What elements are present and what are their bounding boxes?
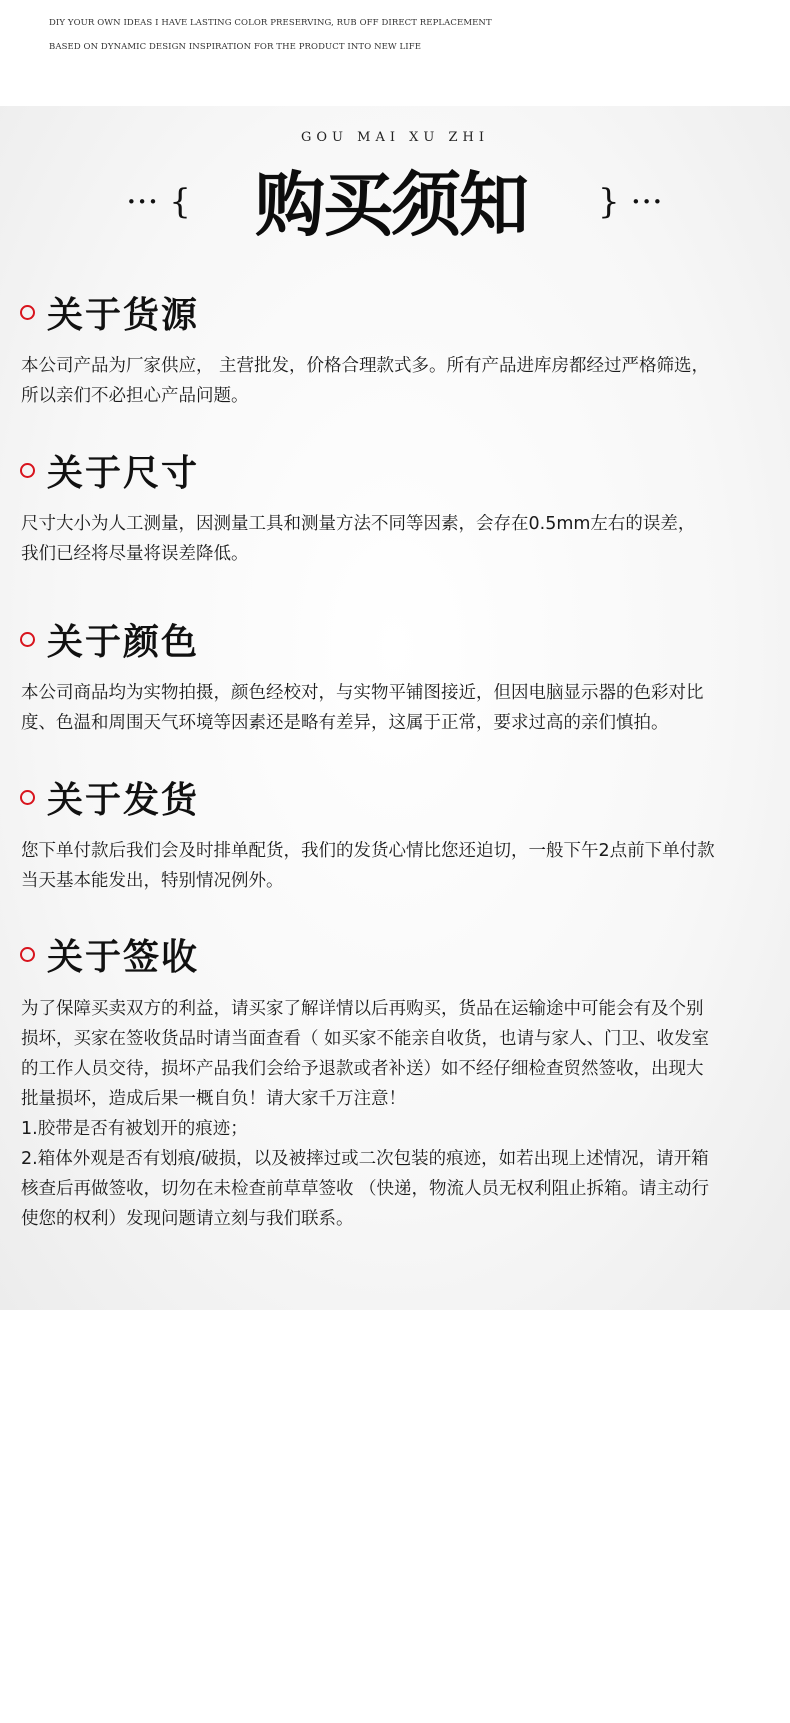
section-heading-receipt — [20, 931, 199, 977]
text-line: 尺寸大小为人工测量，因测量工具和测量方法不同等因素，会存在0.5mm左右的误差， — [21, 514, 696, 534]
title-row — [0, 160, 790, 250]
circle-bullet-icon — [20, 463, 35, 478]
text-line: 度、色温和周围天气环境等因素还是略有差异，这属于正常，要求过高的亲们慎拍。 — [21, 713, 669, 733]
circle-bullet-icon — [20, 632, 35, 647]
text-line: 损坏，买家在签收货品时请当面查看（ 如买家不能亲自收货，也请与家人、门卫、收发室 — [21, 1029, 710, 1049]
ornament-left: ··· { — [126, 182, 191, 222]
text-line: 批量损坏，造成后果一概自负！请大家千万注意！ — [21, 1089, 406, 1109]
section-heading-source — [20, 289, 199, 335]
top-banner — [0, 0, 790, 106]
circle-bullet-icon — [20, 305, 35, 320]
text-line: 我们已经将尽量将误差降低。 — [21, 544, 249, 564]
section-title: 关于发货 — [47, 778, 200, 821]
text-line: 核查后再做签收，切勿在未检查前草草签收 （快递，物流人员无权利阻止拆箱。请主动行 — [21, 1179, 710, 1199]
section-title: 关于货源 — [47, 293, 200, 336]
tagline-2: BASED ON DYNAMIC DESIGN INSPIRATION FOR THE PRODUCT INTO NEW LIFE — [49, 42, 422, 52]
text-line: 1.胶带是否有被划开的痕迹； — [21, 1119, 248, 1139]
section-title: 关于签收 — [47, 935, 200, 978]
section-title: 关于尺寸 — [47, 451, 200, 494]
section-body-shipping — [21, 836, 771, 896]
text-line: 您下单付款后我们会及时排单配货，我们的发货心情比您还迫切，一般下午2点前下单付款 — [21, 841, 715, 861]
text-line: 使您的权利）发现问题请立刻与我们联系。 — [21, 1209, 354, 1229]
title-pinyin: GOU MAI XU ZHI — [301, 130, 489, 145]
text-line: 本公司产品为厂家供应， 主营批发，价格合理款式多。所有产品进库房都经过严格筛选， — [21, 356, 710, 376]
page-title: 购买须知 — [255, 163, 527, 246]
section-body-color — [21, 678, 771, 738]
text-line: 2.箱体外观是否有划痕/破损，以及被摔过或二次包装的痕迹，如若出现上述情况，请开箱 — [21, 1149, 709, 1169]
ornament-right: } ··· — [598, 182, 663, 222]
text-line: 当天基本能发出，特别情况例外。 — [21, 871, 284, 891]
section-heading-color — [20, 616, 199, 662]
section-body-receipt — [21, 994, 771, 1234]
section-body-source — [21, 351, 771, 411]
section-heading-size — [20, 447, 199, 493]
text-line: 为了保障买卖双方的利益，请买家了解详情以后再购买，货品在运输途中可能会有及个别 — [21, 999, 704, 1019]
tagline-1: DIY YOUR OWN IDEAS I HAVE LASTING COLOR PRESERVING, RUB OFF DIRECT REPLACEMENT — [49, 18, 492, 28]
text-line: 所以亲们不必担心产品问题。 — [21, 386, 249, 406]
section-body-size — [21, 509, 771, 569]
circle-bullet-icon — [20, 790, 35, 805]
circle-bullet-icon — [20, 947, 35, 962]
text-line: 本公司商品均为实物拍摄，颜色经校对，与实物平铺图接近，但因电脑显示器的色彩对比 — [21, 683, 704, 703]
text-line: 的工作人员交待，损坏产品我们会给予退款或者补送）如不经仔细检查贸然签收，出现大 — [21, 1059, 704, 1079]
section-title: 关于颜色 — [47, 620, 200, 663]
section-heading-shipping — [20, 774, 199, 820]
